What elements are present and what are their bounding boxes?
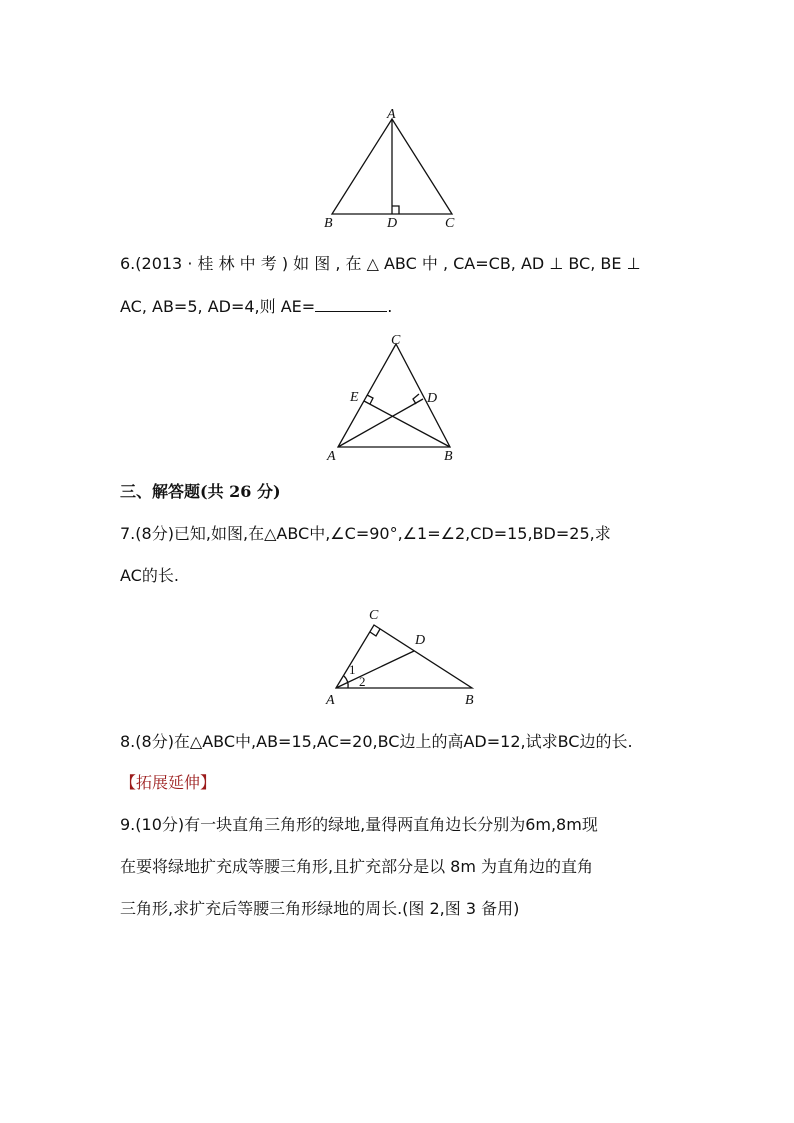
label-b: B [324,216,333,231]
label-d: D [415,633,426,648]
label-angle-1: 1 [349,662,356,677]
figure-triangle-abd [320,105,460,235]
label-d: D [387,216,398,231]
question-9-line-1: 9.(10分)有一块直角三角形的绿地,量得两直角边长分别为6m,8m现 [120,815,598,834]
label-c: C [445,216,455,231]
figure-right-triangle-bisector [322,602,482,712]
label-c: C [369,608,379,623]
segment-ad [338,399,423,447]
label-c: C [391,333,401,348]
label-a: A [326,693,335,708]
label-e: E [350,390,359,405]
figure-triangle-abc-altitudes [322,330,462,465]
label-a: A [327,449,336,464]
question-8: 8.(8分)在△ABC中,AB=15,AC=20,BC边上的高AD=12,试求BC边的长. [120,732,633,751]
question-6-period: . [387,297,393,316]
question-9-line-3: 三角形,求扩充后等腰三角形绿地的周长.(图 2,图 3 备用) [120,899,520,918]
label-b: B [465,693,474,708]
angle-arc [344,676,348,688]
label-d: D [427,391,438,406]
right-angle-mark [392,206,399,214]
question-7-line-2: AC的长. [120,566,179,585]
answer-blank[interactable] [315,297,387,312]
question-6-line-2 [120,297,680,317]
question-9-line-2: 在要将绿地扩充成等腰三角形,且扩充部分是以 8m 为直角边的直角 [120,857,594,876]
label-angle-2: 2 [359,674,366,689]
section-heading-answers: 三、解答题(共 26 分) [120,482,281,501]
label-b: B [444,449,453,464]
question-6-text: AC, AB=5, AD=4,则 AE= [120,297,316,316]
label-a: A [387,107,396,122]
question-7-line-1: 7.(8分)已知,如图,在△ABC中,∠C=90°,∠1=∠2,CD=15,BD=25,求 [120,524,611,543]
extension-heading: 【拓展延伸】 [120,773,217,792]
question-6-line-1: 6.(2013 · 桂 林 中 考 ) 如 图 , 在 △ ABC 中 , CA=CB, AD ⊥ BC, BE ⊥ [120,254,641,273]
